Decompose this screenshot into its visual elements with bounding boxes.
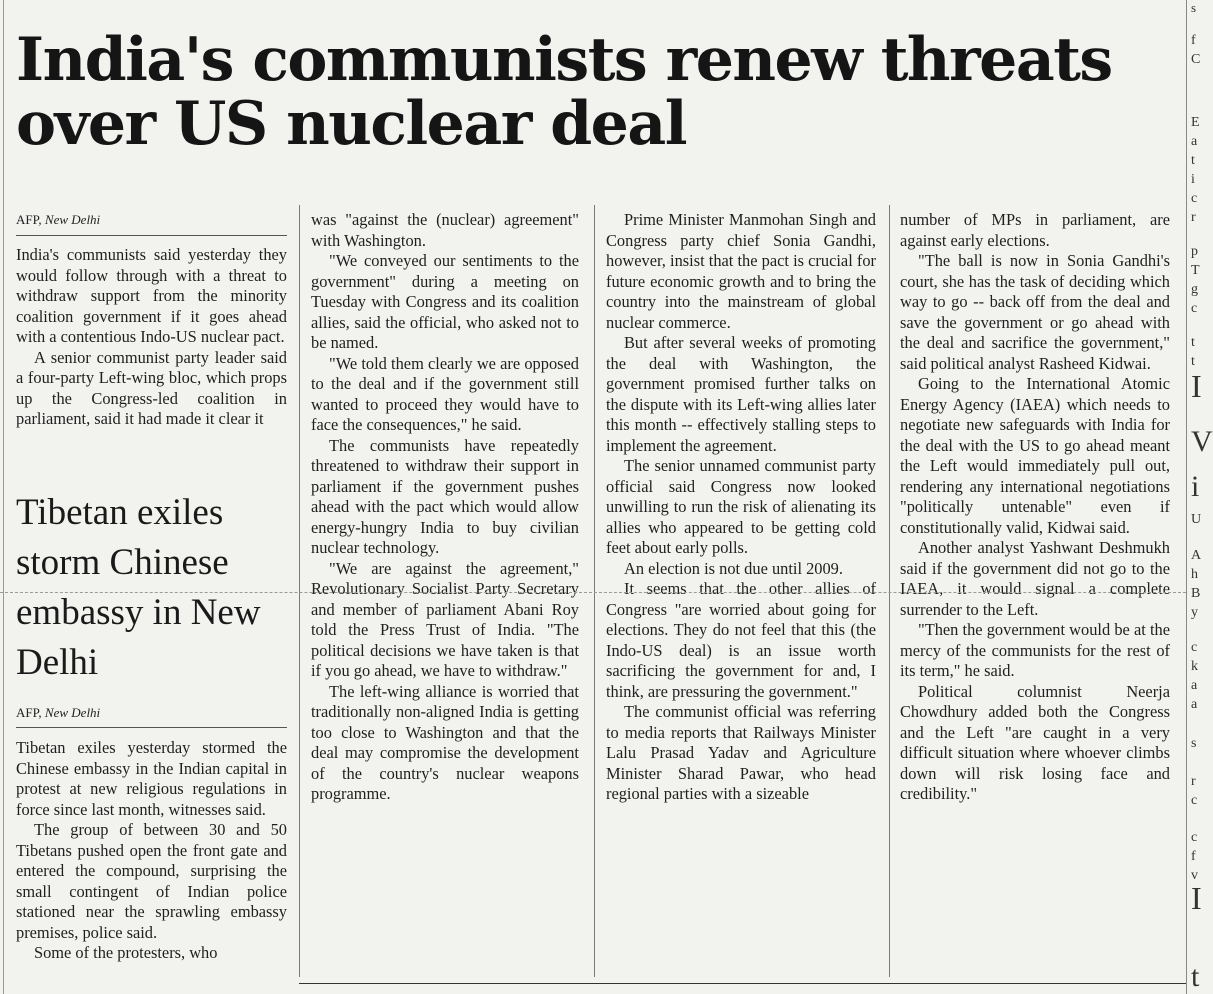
fragment-letter: s (1191, 736, 1197, 751)
paragraph: The senior unnamed communist party official said Congress now looked unwilling to run the risk of alienating its allies who appeared to be getting cold feet about early polls. (606, 456, 876, 557)
paragraph: "We told them clearly we are opposed to the deal and if the government still wanted to proceed they would have to face the consequences," he said. (311, 353, 579, 434)
paragraph: The communists have repeatedly threatened to withdraw their support in parliament if the government pushes ahead with the pact which would allow energy-hungry India to buy civilian nuclear technology. (311, 435, 579, 557)
fragment-letter: I (1191, 880, 1202, 916)
paragraph: The left-wing alliance is worried that traditionally non-aligned India is getting too close to Washington and that the deal may compromise the development of the country's nuclear weapons programme. (311, 681, 579, 803)
paragraph: Tibetan exiles yesterday stormed the Chinese embassy in the Indian capital in protest at new religious regulations in force since last month, witnesses said. (16, 738, 287, 819)
fragment-letter: i (1191, 470, 1200, 503)
fragment-letter: A (1191, 548, 1202, 563)
byline-place: New Delhi (44, 705, 101, 720)
fragment-letter: B (1191, 586, 1201, 601)
paragraph: Some of the protesters, who (34, 943, 218, 962)
main-headline: India's communists renew threats over US nuclear deal (16, 25, 1112, 159)
main-story-column-1 (16, 245, 287, 477)
fragment-letter: f (1191, 33, 1196, 48)
byline-agency: AFP, (16, 705, 42, 720)
secondary-byline (16, 705, 100, 721)
fragment-letter: r (1191, 210, 1196, 225)
fragment-letter: V (1191, 425, 1213, 458)
paragraph: The group of between 30 and 50 Tibetans pushed open the front gate and entered the compound, surprising the small contingent of Indian police stationed near the sprawling embassy premises, police said. (16, 820, 287, 942)
fragment-letter: s (1191, 0, 1197, 15)
secondary-byline-rule (16, 727, 287, 728)
page-edge (3, 0, 4, 994)
fragment-letter: t (1191, 335, 1195, 350)
main-byline (16, 212, 100, 228)
fragment-letter: i (1191, 172, 1195, 187)
paragraph: "We are against the agreement," Revolutionary Socialist Party Secretary and member of parliament Abani Roy told the Press Trust of India. "The political decisions we have taken is that if you go ahead, we have to withdraw." (311, 558, 579, 680)
paragraph: "We conveyed our sentiments to the government" during a meeting on Tuesday with Congress and its coalition allies, said the official, who asked not to be named. (311, 251, 579, 352)
fragment-letter: t (1191, 354, 1195, 369)
fragment-letter: t (1191, 153, 1195, 168)
fragment-letter: v (1191, 868, 1198, 883)
paragraph: Prime Minister Manmohan Singh and Congress party chief Sonia Gandhi, however, insist that the pact is crucial for future economic growth and to bring the country into the mainstream of global nuclear commerce. (606, 210, 876, 332)
paragraph: was "against the (nuclear) agreement" with Washington. (311, 210, 579, 250)
fragment-letter: h (1191, 567, 1198, 582)
fragment-letter: g (1191, 282, 1198, 297)
main-story-column-4 (900, 210, 1170, 970)
fragment-letter: r (1191, 774, 1196, 789)
paragraph: Political columnist Neerja Chowdhury added both the Congress and the Left "are caught in a very difficult situation where whoever climbs down will risk losing face and credibility." (900, 681, 1170, 803)
fragment-letter: c (1191, 830, 1198, 845)
paragraph: Going to the International Atomic Energy Agency (IAEA) which needs to negotiate new safeguards with India for the deal with the US to go ahead meant the Left would immediately pull out, rendering any international negotiations "politically untenable" even if constitutionally valid, Kidwai said. (900, 374, 1170, 537)
secondary-headline: Tibetan exiles storm Chinese embassy in New Delhi (16, 492, 261, 683)
paragraph: "The ball is now in Sonia Gandhi's court, she has the task of deciding which way to go -- back off from the deal and save the government or go ahead with the deal and sacrifice the government," said political analyst Rasheed Kidwai. (900, 251, 1170, 373)
paragraph: But after several weeks of promoting the deal with Washington, the government promised further talks on the dispute with its Left-wing allies later this month -- effectively stalling steps to implement the agreement. (606, 333, 876, 455)
paragraph: India's communists said yesterday they would follow through with a threat to withdraw support from the minority coalition government if it goes ahead with a contentious Indo-US nuclear pact. (16, 245, 287, 346)
secondary-story-body (16, 738, 287, 994)
main-story-column-2 (311, 210, 579, 970)
fragment-letter: C (1191, 52, 1201, 67)
fragment-letter: c (1191, 301, 1198, 316)
fragment-letter: I (1191, 368, 1202, 404)
paragraph: number of MPs in parliament, are against early elections. (900, 210, 1170, 250)
column-rule (299, 205, 300, 977)
byline-place: New Delhi (44, 212, 101, 227)
column-rule (594, 205, 595, 977)
paragraph: "Then the government would be at the mercy of the communists for the rest of its term," he said. (900, 620, 1170, 680)
fragment-letter: f (1191, 849, 1196, 864)
byline-agency: AFP, (16, 212, 42, 227)
paragraph: An election is not due until 2009. (624, 558, 843, 578)
fragment-letter: p (1191, 244, 1198, 259)
paragraph: A senior communist party leader said a four-party Left-wing bloc, which props up the Congress-led coalition in parliament, said it had made it clear it (16, 347, 287, 428)
bottom-rule (299, 983, 1186, 984)
paragraph: It seems that the other allies of Congress "are worried about going for elections. They do not feel that this (the Indo-US deal) is an issue worth sacrificing the government for and, I think, are pressuring the government." (606, 579, 876, 701)
fragment-letter: c (1191, 793, 1198, 808)
fragment-letter: t (1191, 960, 1200, 993)
fragment-letter: a (1191, 678, 1198, 693)
fragment-letter: k (1191, 659, 1198, 674)
main-story-column-3 (606, 210, 876, 970)
fragment-letter: c (1191, 191, 1198, 206)
fragment-letter: U (1191, 512, 1202, 527)
fragment-letter: a (1191, 697, 1198, 712)
fragment-letter: E (1191, 115, 1200, 130)
paragraph: Another analyst Yashwant Deshmukh said if the government did not go to the IAEA, it would signal a complete surrender to the Left. (900, 538, 1170, 619)
fragment-letter: c (1191, 640, 1198, 655)
paper-fold-line (0, 592, 1186, 593)
byline-rule (16, 235, 287, 236)
fragment-letter: T (1191, 263, 1200, 278)
adjacent-column-fragment (1186, 0, 1213, 994)
column-rule (889, 205, 890, 977)
fragment-letter: a (1191, 134, 1198, 149)
paragraph: The communist official was referring to media reports that Railways Minister Lalu Prasad Yadav and Agriculture Minister Sharad Pawar, who head regional parties with a sizeable (606, 702, 876, 803)
fragment-letter: y (1191, 605, 1198, 620)
